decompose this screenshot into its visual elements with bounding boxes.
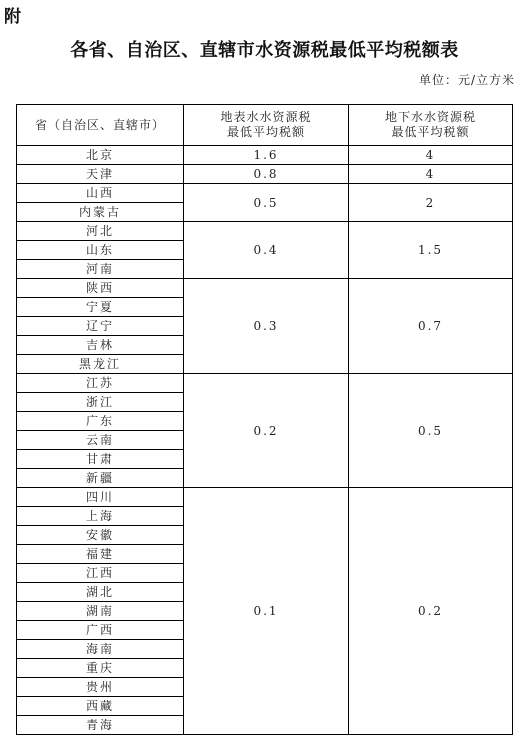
region-cell: 江苏 xyxy=(17,374,184,393)
table-body xyxy=(17,146,513,735)
surface-water-rate-cell: 0.4 xyxy=(184,222,349,279)
page-title: 各省、自治区、直辖市水资源税最低平均税额表 xyxy=(70,40,459,61)
annex-label: 附 xyxy=(4,7,21,27)
ground-water-rate-cell: 4 xyxy=(349,165,513,184)
region-cell: 青海 xyxy=(17,716,184,735)
table-row xyxy=(17,279,513,298)
tax-rate-table xyxy=(16,104,513,735)
region-cell: 河南 xyxy=(17,260,184,279)
region-cell: 吉林 xyxy=(17,336,184,355)
header-surface-water xyxy=(184,105,349,146)
ground-water-rate-cell: 4 xyxy=(349,146,513,165)
region-cell: 河北 xyxy=(17,222,184,241)
region-cell: 重庆 xyxy=(17,659,184,678)
unit-label: 单位：元/立方米 xyxy=(418,73,515,87)
region-cell: 海南 xyxy=(17,640,184,659)
table-row xyxy=(17,146,513,165)
ground-water-rate-cell: 1.5 xyxy=(349,222,513,279)
region-cell: 北京 xyxy=(17,146,184,165)
region-cell: 山西 xyxy=(17,184,184,203)
ground-water-rate-cell: 0.2 xyxy=(349,488,513,735)
region-cell: 新疆 xyxy=(17,469,184,488)
header-ground-line1: 地下水水资源税 xyxy=(384,110,476,124)
ground-water-rate-cell: 2 xyxy=(349,184,513,222)
table-header-row xyxy=(17,105,513,146)
table-row xyxy=(17,374,513,393)
region-cell: 浙江 xyxy=(17,393,184,412)
region-cell: 广西 xyxy=(17,621,184,640)
ground-water-rate-cell: 0.7 xyxy=(349,279,513,374)
region-cell: 宁夏 xyxy=(17,298,184,317)
table-row xyxy=(17,488,513,507)
header-ground-line2: 最低平均税额 xyxy=(391,125,470,139)
region-cell: 四川 xyxy=(17,488,184,507)
surface-water-rate-cell: 0.2 xyxy=(184,374,349,488)
header-ground-water xyxy=(349,105,513,146)
region-cell: 湖南 xyxy=(17,602,184,621)
table-row xyxy=(17,184,513,203)
region-cell: 黑龙江 xyxy=(17,355,184,374)
region-cell: 广东 xyxy=(17,412,184,431)
header-region: 省（自治区、直辖市） xyxy=(17,105,184,146)
region-cell: 湖北 xyxy=(17,583,184,602)
region-cell: 云南 xyxy=(17,431,184,450)
surface-water-rate-cell: 1.6 xyxy=(184,146,349,165)
region-cell: 天津 xyxy=(17,165,184,184)
table-row xyxy=(17,222,513,241)
ground-water-rate-cell: 0.5 xyxy=(349,374,513,488)
region-cell: 辽宁 xyxy=(17,317,184,336)
surface-water-rate-cell: 0.8 xyxy=(184,165,349,184)
region-cell: 山东 xyxy=(17,241,184,260)
surface-water-rate-cell: 0.1 xyxy=(184,488,349,735)
header-surface-line2: 最低平均税额 xyxy=(226,125,305,139)
surface-water-rate-cell: 0.3 xyxy=(184,279,349,374)
region-cell: 内蒙古 xyxy=(17,203,184,222)
region-cell: 西藏 xyxy=(17,697,184,716)
region-cell: 贵州 xyxy=(17,678,184,697)
table-row xyxy=(17,165,513,184)
region-cell: 安徽 xyxy=(17,526,184,545)
region-cell: 江西 xyxy=(17,564,184,583)
surface-water-rate-cell: 0.5 xyxy=(184,184,349,222)
region-cell: 陕西 xyxy=(17,279,184,298)
region-cell: 上海 xyxy=(17,507,184,526)
region-cell: 福建 xyxy=(17,545,184,564)
region-cell: 甘肃 xyxy=(17,450,184,469)
header-surface-line1: 地表水水资源税 xyxy=(220,110,312,124)
